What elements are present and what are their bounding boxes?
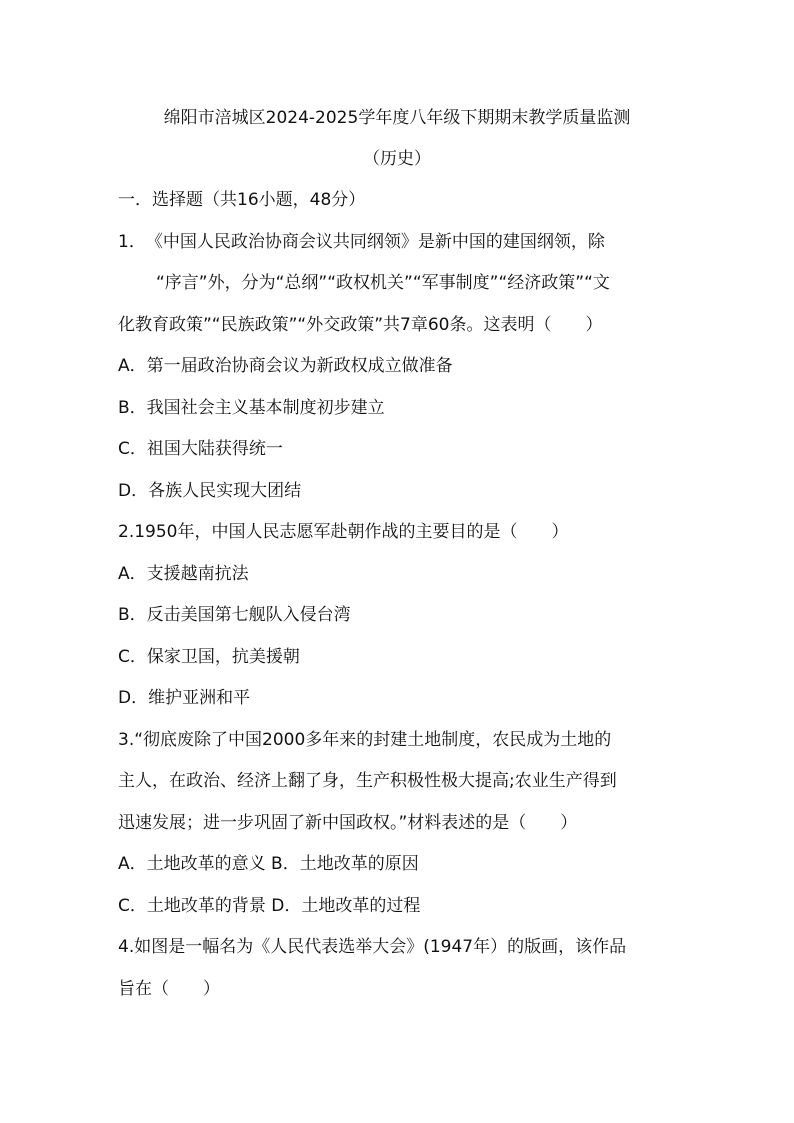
option-a: A．支援越南抗法 (118, 564, 249, 584)
subject-label: （历史） (363, 149, 431, 169)
option-c: C．祖国大陆获得统一 (118, 439, 283, 459)
options-row-ab: A．土地改革的意义 B．土地改革的原因 (118, 854, 419, 874)
question-stem-line: 4.如图是一幅名为《人民代表选举大会》(1947年）的版画，该作品 (118, 937, 627, 957)
option-b: B．反击美国第七舰队入侵台湾 (118, 605, 351, 625)
options-row-cd: C．土地改革的背景 D．土地改革的过程 (118, 896, 421, 916)
question-stem-line: “序言”外，分为“总纲”“政权机关”“军事制度”“经济政策”“文 (156, 273, 610, 293)
option-a: A．第一届政治协商会议为新政权成立做准备 (118, 356, 453, 376)
question-stem-line: 2.1950年，中国人民志愿军赴朝作战的主要目的是（ ） (118, 522, 569, 542)
question-stem-line: 旨在（ ） (118, 979, 220, 999)
section-heading: 一．选择题（共16小题，48分） (118, 190, 366, 210)
question-stem-line: 1． 《中国人民政治协商会议共同纲领》是新中国的建国纲领，除 (118, 232, 605, 252)
question-stem-line: 迅速发展；进一步巩固了新中国政权。”材料表述的是（ ） (118, 813, 578, 833)
option-c: C．保家卫国，抗美援朝 (118, 647, 300, 667)
option-d: D．各族人民实现大团结 (118, 481, 302, 501)
option-b: B．我国社会主义基本制度初步建立 (118, 398, 385, 418)
page-title: 绵阳市涪城区2024-2025学年度八年级下期期末教学质量监测 (163, 108, 631, 128)
question-stem-line: 3.“彻底废除了中国2000多年来的封建土地制度，农民成为土地的 (118, 730, 612, 750)
question-stem-line: 化教育政策”“民族政策”“外交政策”共7章60条。这表明（ ） (118, 315, 603, 335)
question-stem-line: 主人，在政治、经济上翻了身，生产积极性极大提高;农业生产得到 (118, 771, 617, 791)
option-d: D．维护亚洲和平 (118, 688, 251, 708)
